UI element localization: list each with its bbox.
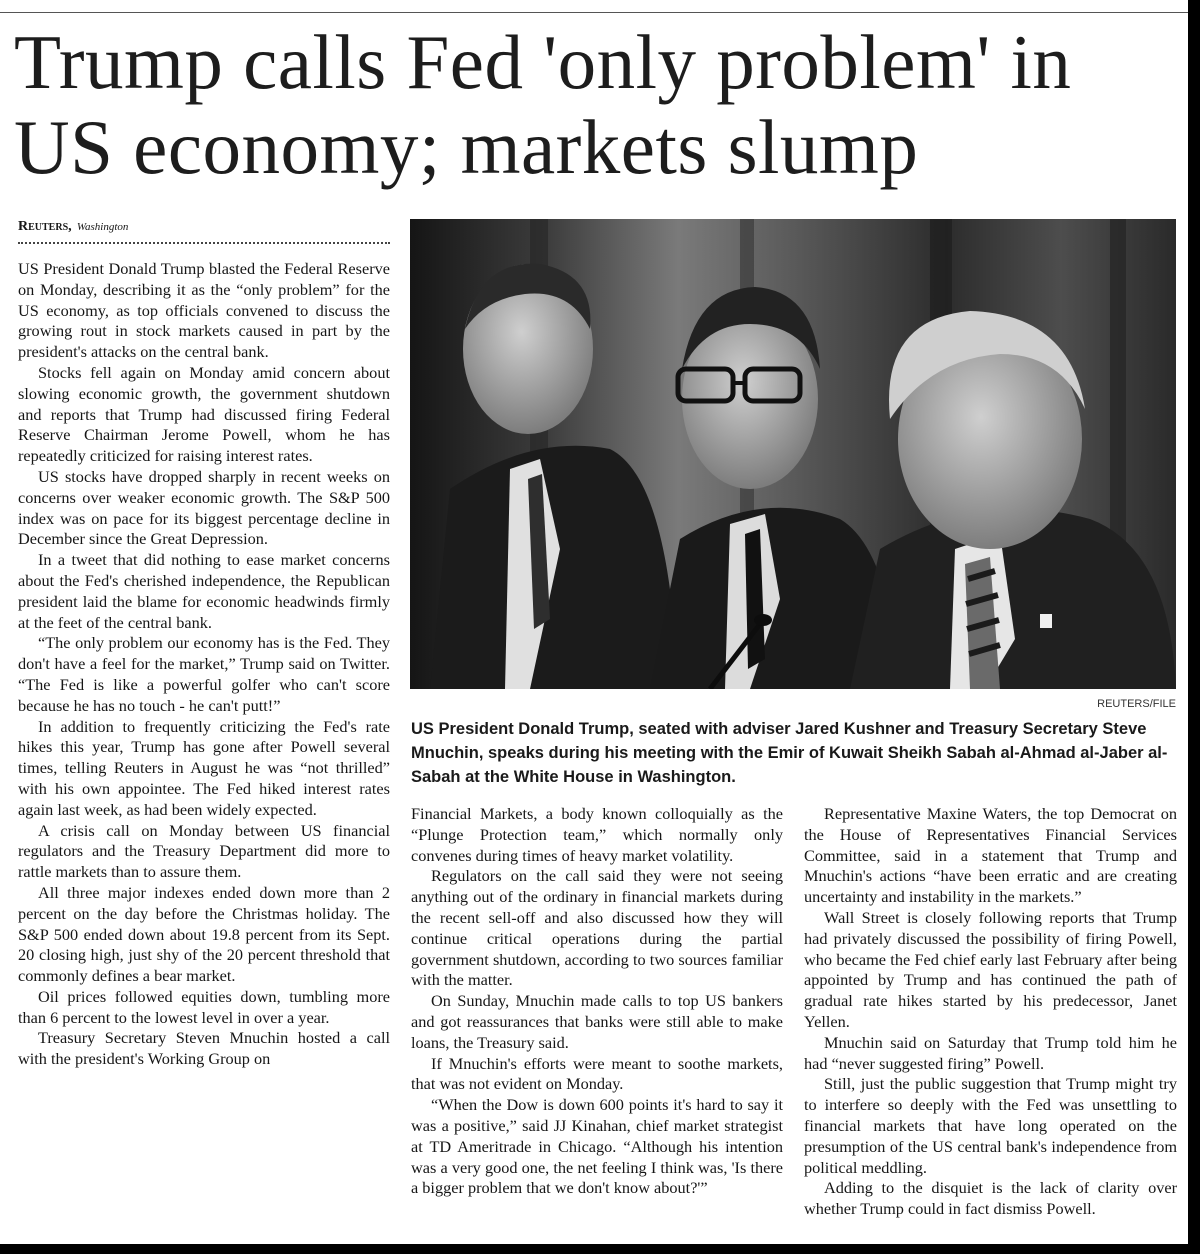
paragraph: Financial Markets, a body known colloquially as the “Plunge Protection team,” which normally only convenes during times of heavy market volatility. xyxy=(411,804,783,865)
article-column-1 xyxy=(18,259,390,1244)
paragraph: Still, just the public suggestion that Trump might try to interfere so deeply with the Fed was unsettling to financial markets that have long operated on the presumption of the US central bank's independence from political meddling. xyxy=(804,1074,1177,1177)
paragraph: All three major indexes ended down more than 2 percent on the day before the Christmas holiday. The S&P 500 ended down about 19.8 percent from its Sept. 20 closing high, just shy of the 20 percent threshold that commonly defines a bear market. xyxy=(18,882,390,986)
paragraph: Adding to the disquiet is the lack of clarity over whether Trump could in fact dismiss Powell. xyxy=(804,1178,1177,1219)
photo-credit: REUTERS/FILE xyxy=(1097,698,1176,710)
page-edge-bottom xyxy=(0,1244,1200,1254)
paragraph: Mnuchin said on Saturday that Trump told him he had “never suggested firing” Powell. xyxy=(804,1032,1177,1073)
paragraph: US President Donald Trump blasted the Federal Reserve on Monday, describing it as the “only problem” for the US economy, as top officials convened to discuss the growing rout in stock markets caused in part by the president's attacks on the central bank. xyxy=(18,259,390,362)
paragraph: On Sunday, Mnuchin made calls to top US bankers and got reassurances that banks were still able to make loans, the Treasury said. xyxy=(411,991,783,1052)
paragraph: US stocks have dropped sharply in recent weeks on concerns over weaker economic growth. The S&P 500 index was on pace for its biggest percentage decline in December since the Great Depression. xyxy=(18,466,390,549)
page-edge-right xyxy=(1188,0,1200,1254)
paragraph: If Mnuchin's efforts were meant to soothe markets, that was not evident on Monday. xyxy=(411,1053,783,1094)
news-photo xyxy=(410,219,1176,689)
headline: Trump calls Fed 'only problem' in US economy; markets slump xyxy=(14,19,1072,190)
photo-illustration xyxy=(410,219,1176,689)
byline xyxy=(18,218,128,235)
paragraph: Treasury Secretary Steven Mnuchin hosted a call with the president's Working Group on xyxy=(18,1028,390,1069)
byline-agency: Reuters, xyxy=(18,219,72,234)
article-column-3 xyxy=(804,804,1177,1244)
paragraph: Wall Street is closely following reports that Trump had privately discussed the possibility of firing Powell, who became the Fed chief early last February after being appointed by Trump and has continued the path of gradual rate hikes started by his predecessor, Janet Yellen. xyxy=(804,907,1177,1031)
byline-location: Washington xyxy=(76,221,129,233)
paragraph: Representative Maxine Waters, the top Democrat on the House of Representatives Financial Services Committee, said in a statement that Trump and Mnuchin's actions “have been erratic and are creating uncertainty and instability in the markets.” xyxy=(804,804,1177,907)
paragraph: Stocks fell again on Monday amid concern about slowing economic growth, the government shutdown and reports that Trump had discussed firing Federal Reserve Chairman Jerome Powell, whom he has repeatedly criticized for raising interest rates. xyxy=(18,362,390,466)
photo-caption: US President Donald Trump, seated with adviser Jared Kushner and Treasury Secretary Steve Mnuchin, speaks during his meeting with the Emir of Kuwait Sheikh Sabah al-Ahmad al-Jaber al-Sabah at the White House in Washington. xyxy=(411,720,1168,786)
paragraph: A crisis call on Monday between US financial regulators and the Treasury Department did more to rattle markets than to assure them. xyxy=(18,820,390,882)
article-column-2 xyxy=(411,804,783,1244)
paragraph: “When the Dow is down 600 points it's hard to say it was a positive,” said JJ Kinahan, chief market strategist at TD Ameritrade in Chicago. “Although his intention was a very good one, the net feeling I think was, 'Is there a bigger problem that we don't know about?'” xyxy=(411,1095,783,1198)
top-rule xyxy=(0,12,1200,13)
paragraph: In addition to frequently criticizing the Fed's rate hikes this year, Trump has gone after Powell several times, telling Reuters in August he was “not thrilled” with his own appointee. The Fed hiked interest rates again last week, as had been widely expected. xyxy=(18,716,390,819)
paragraph: Regulators on the call said they were not seeing anything out of the ordinary in financial markets during the recent sell-off and also discussed how they will continue critical operations during the partial government shutdown, according to two sources familiar with the matter. xyxy=(411,866,783,990)
paragraph: “The only problem our economy has is the Fed. They don't have a feel for the market,” Trump said on Twitter. “The Fed is like a powerful golfer who can't score because he has no touch - he can't putt!” xyxy=(18,633,390,715)
dotted-divider xyxy=(18,242,390,244)
paragraph: Oil prices followed equities down, tumbling more than 6 percent to the lowest level in over a year. xyxy=(18,986,390,1027)
paragraph: In a tweet that did nothing to ease market concerns about the Fed's cherished independence, the Republican president laid the blame for economic headwinds firmly at the feet of the central bank. xyxy=(18,550,390,632)
